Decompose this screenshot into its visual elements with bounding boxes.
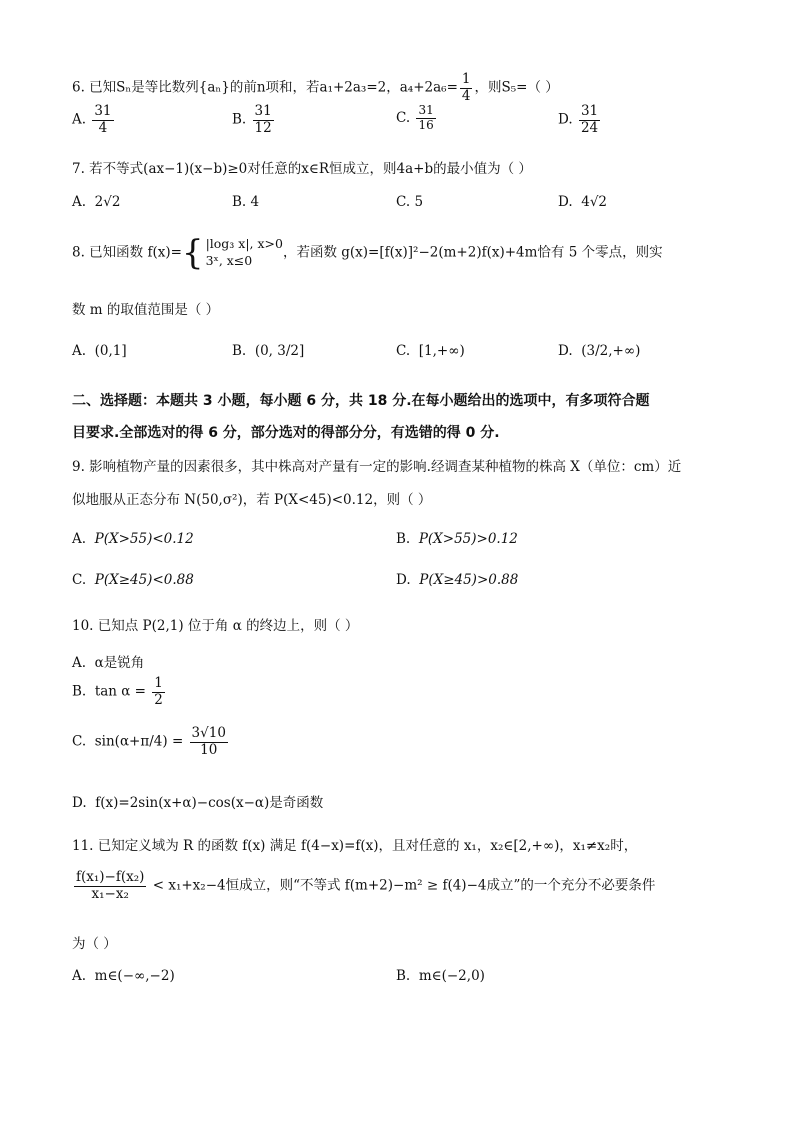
q11-option-a[interactable]: A. m∈(−∞,−2) bbox=[72, 968, 175, 984]
q10-option-a[interactable]: A. α是锐角 bbox=[72, 655, 145, 671]
q9-option-d[interactable]: D. P(X≥45)>0.88 bbox=[396, 572, 519, 588]
q11-option-b[interactable]: B. m∈(−2,0) bbox=[396, 968, 485, 984]
q7-option-c[interactable]: C. 5 bbox=[396, 194, 424, 210]
q6-option-c[interactable]: C. $\frac{31}{16}$ bbox=[396, 103, 434, 132]
q9-option-c[interactable]: C. P(X≥45)<0.88 bbox=[72, 572, 194, 588]
q6-stem bbox=[72, 72, 559, 104]
q8-option-c[interactable]: C. [1,+∞) bbox=[396, 343, 465, 359]
q11-stem-line2: $\frac{\text{f(x₁)−f(x₂)}}{\text{x₁−x₂}}$ < x₁+x₂−4恒成立，则“不等式 f(m+2)−m² ≥ f(4)−4成立”的一个充分不必要条件 bbox=[76, 869, 656, 902]
q7-option-b[interactable]: B. 4 bbox=[232, 194, 260, 210]
q8-stem-line2: 数 m 的取值范围是（ ） bbox=[72, 302, 220, 318]
q8-option-d[interactable]: D. (3/2,+∞) bbox=[558, 343, 641, 359]
section2-heading-line2: 目要求.全部选对的得 6 分，部分选对的得部分分，有选错的得 0 分. bbox=[72, 425, 500, 441]
q9-stem-line1: 9. 影响植物产量的因素很多，其中株高对产量有一定的影响.经调查某种植物的株高 X（单位：cm）近 bbox=[72, 459, 682, 475]
q11-stem-line3: 为（ ） bbox=[72, 936, 117, 952]
q11-fraction: $\frac{\text{f(x₁)−f(x₂)}}{\text{x₁−x₂}}$ bbox=[76, 869, 145, 902]
q10-option-d[interactable]: D. f(x)=2sin(x+α)−cos(x−α)是奇函数 bbox=[72, 795, 324, 811]
q6-option-d[interactable]: D. $\frac{31}{24}$ bbox=[558, 103, 599, 136]
q10-option-c[interactable]: C. sin(α+π/4) = $\frac{3√10}{10}$ bbox=[72, 725, 226, 758]
q6-stem-text: 6. 已知Sₙ是等比数列{aₙ}的前n项和，若a₁+2a₃=2，a₄+2a₆= bbox=[72, 79, 458, 96]
q8-piecewise: { |log₃ x|, x>0 3ˣ, x≤0 bbox=[181, 233, 283, 273]
q8-stem: 8. 已知函数 f(x)= { |log₃ x|, x>0 3ˣ, x≤0 ，若函数 g(x)=[f(x)]²−2(m+2)f(x)+4m恰有 5 个零点，则实 bbox=[72, 233, 663, 273]
q11-stem-line1: 11. 已知定义域为 R 的函数 f(x) 满足 f(4−x)=f(x)，且对任意的 x₁，x₂∈[2,+∞)，x₁≠x₂时， bbox=[72, 838, 638, 854]
q10-option-b[interactable]: B. tan α = $\frac{1}{2}$ bbox=[72, 675, 163, 708]
q6-fraction: $\frac{1}{4}$ bbox=[461, 71, 471, 104]
section2-heading-line1: 二、选择题：本题共 3 小题，每小题 6 分，共 18 分.在每小题给出的选项中，有多项符合题 bbox=[72, 393, 650, 409]
q7-option-d[interactable]: D. 4√2 bbox=[558, 194, 608, 210]
q6-option-b[interactable]: B. $\frac{31}{12}$ bbox=[232, 103, 272, 136]
q10-stem: 10. 已知点 P(2,1) 位于角 α 的终边上，则（ ） bbox=[72, 618, 359, 634]
q8-option-a[interactable]: A. (0,1] bbox=[72, 343, 127, 359]
q9-option-b[interactable]: B. P(X>55)>0.12 bbox=[396, 531, 518, 547]
q9-stem-line2: 似地服从正态分布 N(50,σ²)，若 P(X<45)<0.12，则（ ） bbox=[72, 492, 432, 508]
q8-option-b[interactable]: B. (0, 3/2] bbox=[232, 343, 305, 359]
q7-option-a[interactable]: A. 2√2 bbox=[72, 194, 121, 210]
q6-tail: ，则S₅=（ ） bbox=[474, 79, 559, 96]
q6-option-a[interactable]: A. $\frac{31}{4}$ bbox=[72, 103, 112, 136]
q9-option-a[interactable]: A. P(X>55)<0.12 bbox=[72, 531, 194, 547]
q7-stem: 7. 若不等式(ax−1)(x−b)≥0对任意的x∈R恒成立，则4a+b的最小值为（ ） bbox=[72, 161, 532, 177]
